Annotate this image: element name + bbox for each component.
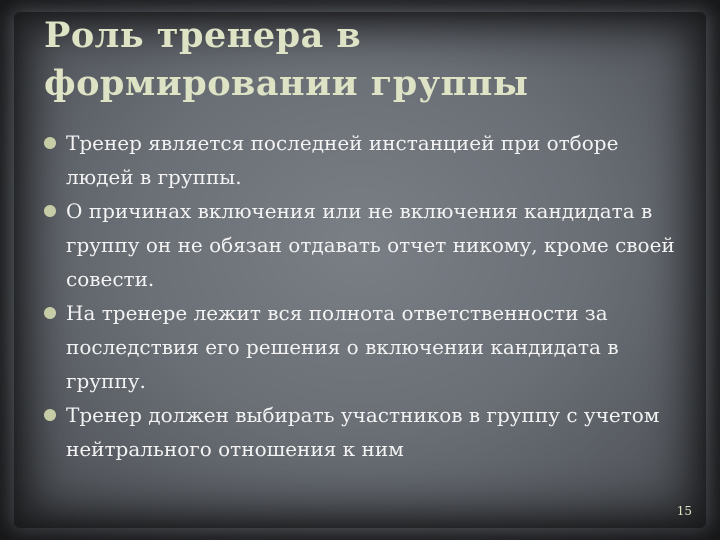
bullet-text: На тренере лежит вся полнота ответственности за последствия его решения о включении кандидата в группу. — [66, 301, 619, 393]
bullet-text: О причинах включения или не включения кандидата в группу он не обязан отдавать отчет никому, кроме своей совести. — [66, 199, 675, 291]
bullet-item — [42, 398, 682, 466]
bullet-icon — [44, 409, 56, 421]
bullet-text: Тренер должен выбирать участников в группу с учетом нейтрального отношения к ним — [66, 403, 660, 461]
bullet-text: Тренер является последней инстанцией при отборе людей в группы. — [66, 131, 619, 189]
page-number: 15 — [676, 504, 692, 518]
bullet-item — [42, 296, 682, 398]
bullet-item — [42, 194, 682, 296]
bullet-item — [42, 126, 682, 194]
bullet-list — [42, 126, 682, 466]
bullet-icon — [44, 307, 56, 319]
bullet-icon — [44, 205, 56, 217]
slide-title: Роль тренера в формировании группы — [44, 15, 529, 104]
bullet-icon — [44, 137, 56, 149]
